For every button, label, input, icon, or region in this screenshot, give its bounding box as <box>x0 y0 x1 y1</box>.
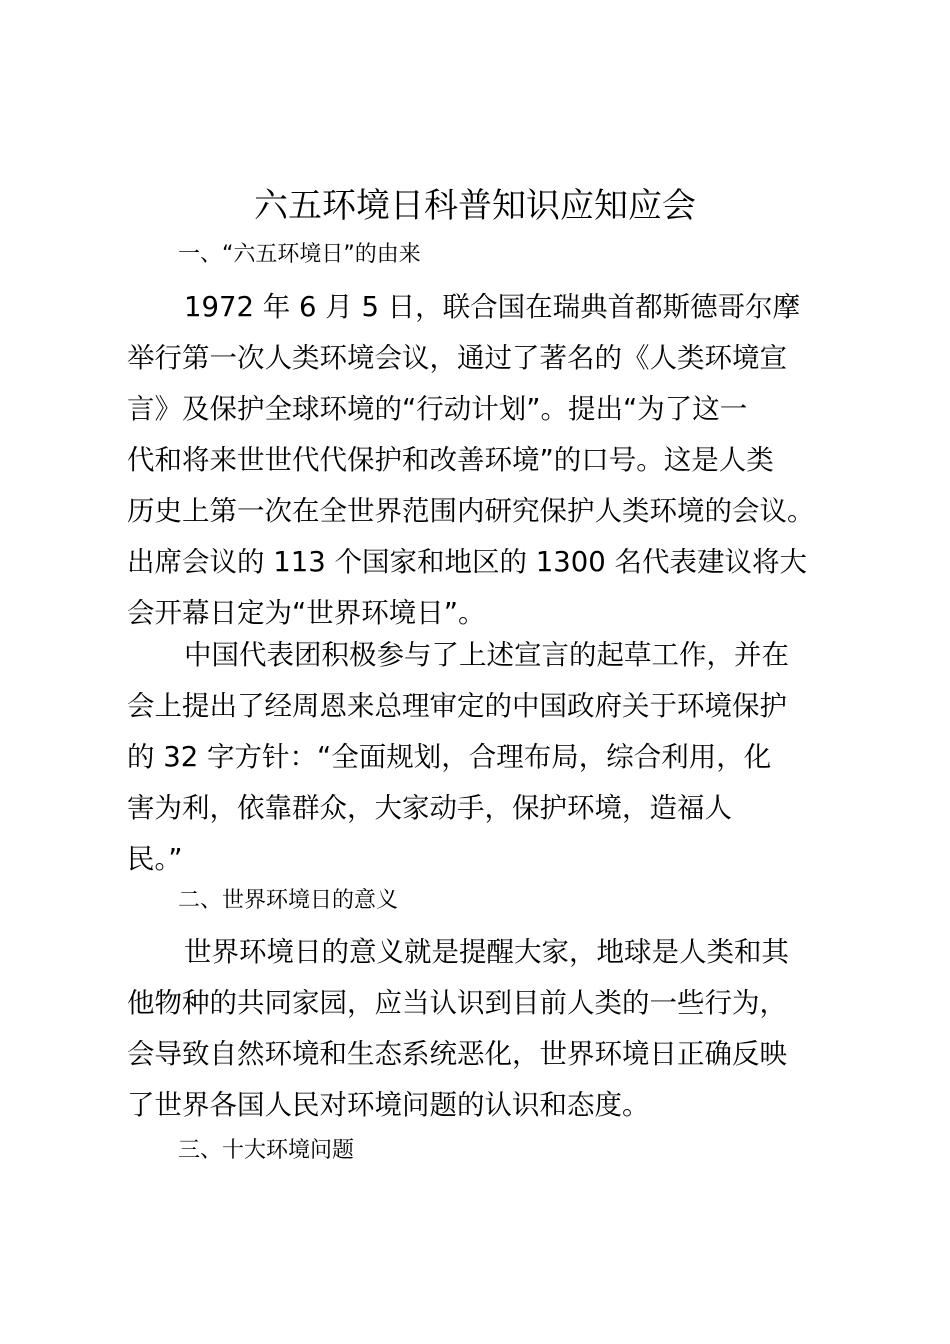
paragraph-line: 会上提出了经周恩来总理审定的中国政府关于环境保护 <box>127 690 787 722</box>
paragraph-line: 他物种的共同家园，应当认识到目前人类的一些行为， <box>127 987 787 1019</box>
section-heading-origin: 一、“六五环境日”的由来 <box>178 242 421 267</box>
paragraph-china-delegation <box>127 630 832 885</box>
section-heading-significance: 二、世界环境日的意义 <box>178 888 399 913</box>
paragraph-line: 会开幕日定为“世界环境日”。 <box>127 597 486 629</box>
paragraph-line: 会导致自然环境和生态系统恶化，世界环境日正确反映 <box>127 1038 787 1070</box>
paragraph-line: 代和将来世世代代保护和改善环境”的口号。这是人类 <box>127 444 774 476</box>
paragraph-line: 世界环境日的意义就是提醒大家，地球是人类和其 <box>184 936 789 968</box>
paragraph-line: 的 32 字方针：“全面规划，合理布局，综合利用，化 <box>127 741 772 773</box>
section-heading-ten-problems: 三、十大环境问题 <box>178 1138 355 1163</box>
paragraph-line: 中国代表团积极参与了上述宣言的起草工作，并在 <box>184 639 789 671</box>
paragraph-line: 出席会议的 113 个国家和地区的 1300 名代表建议将大 <box>127 546 807 578</box>
paragraph-line: 民。” <box>127 843 183 875</box>
paragraph-line: 害为利，依靠群众，大家动手，保护环境，造福人 <box>127 792 732 824</box>
paragraph-line: 举行第一次人类环境会议，通过了著名的《人类环境宣 <box>127 342 787 374</box>
paragraph-significance <box>127 927 832 1131</box>
paragraph-line: 1972 年 6 月 5 日，联合国在瑞典首都斯德哥尔摩 <box>184 291 801 323</box>
paragraph-line: 历史上第一次在全世界范围内研究保护人类环境的会议。 <box>127 495 815 527</box>
paragraph-line: 了世界各国人民对环境问题的认识和态度。 <box>127 1089 650 1121</box>
document-title: 六五环境日科普知识应知应会 <box>254 186 696 226</box>
paragraph-line: 言》及保护全球环境的“行动计划”。提出“为了这一 <box>127 393 748 425</box>
paragraph-origin-history <box>127 282 832 639</box>
